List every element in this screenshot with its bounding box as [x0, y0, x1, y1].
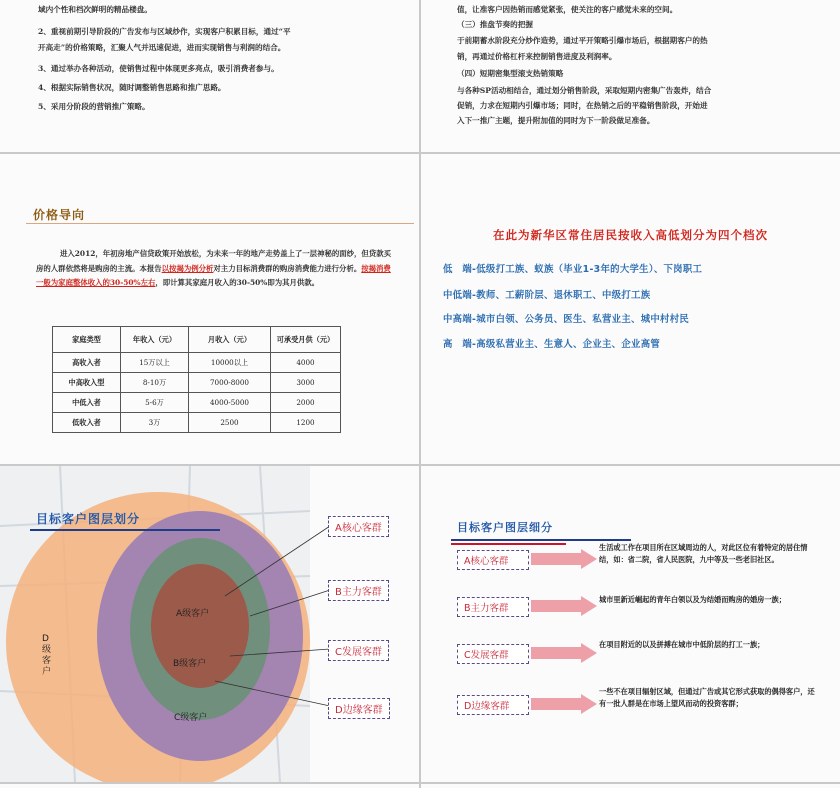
- slide-sales-rhythm[interactable]: [421, 0, 840, 152]
- text-line: 5、采用分阶段的营销推广策略。: [38, 102, 150, 111]
- group-description: 生活或工作在项目所在区域周边的人，对此区位有着特定的居住情结，如：省二院，省人民医院，九中等及一些老旧社区。: [599, 543, 808, 564]
- text-line: 开高走”的价格策略，汇聚人气并迅速促进，进而实现销售与利润的结合。: [38, 43, 286, 52]
- table-cell: 2000: [271, 393, 341, 413]
- text-line: 域内个性和档次鲜明的精品楼盘。: [38, 5, 152, 14]
- slide-income-tiers[interactable]: [421, 154, 840, 464]
- table-header: 家庭类型: [53, 327, 121, 353]
- table-cell: 7000-8000: [189, 373, 271, 393]
- title-accent-bar: [451, 543, 566, 545]
- text-line: 于前期蓄水阶段充分炒作造势，通过平开策略引爆市场后，根据期客户的热: [457, 36, 708, 45]
- table-cell: 1200: [271, 413, 341, 433]
- table-cell: 10000以上: [189, 353, 271, 373]
- table-header: 月收入（元）: [189, 327, 271, 353]
- page-title: 目标客户图层划分: [36, 512, 141, 526]
- develop-group-box: C发展客群: [328, 640, 389, 661]
- table-cell: 15万以上: [121, 353, 189, 373]
- table-cell: 中低入者: [53, 393, 121, 413]
- ring-label-a: A级客户: [176, 609, 210, 619]
- slide-price-orientation[interactable]: [0, 154, 419, 464]
- slide-next-right[interactable]: [421, 784, 840, 788]
- ring-label-d: D级客户: [42, 634, 52, 677]
- slide-customer-layers[interactable]: [0, 466, 419, 782]
- page-title: 价格导向: [33, 208, 86, 222]
- tier-line: 高 端-高级私营业主、生意人、企业主、企业高管: [443, 339, 661, 350]
- main-group-box: B主力客群: [457, 597, 529, 617]
- table-cell: 5-6万: [121, 393, 189, 413]
- table-row: [53, 373, 341, 393]
- table-header-row: [53, 327, 341, 353]
- table-row: [53, 393, 341, 413]
- group-description: 在项目附近的以及拼搏在城市中低阶层的打工一族；: [599, 640, 765, 649]
- table-row: [53, 413, 341, 433]
- tier-line: 中高端-城市白领、公务员、医生、私营业主、城中村村民: [443, 314, 690, 325]
- text-line: 促销，力求在短期内引爆市场；同时，在热销之后的平稳销售阶段，开始进: [457, 101, 708, 110]
- table-cell: 低收入者: [53, 413, 121, 433]
- text-line: 4、根据实际销售状况，随时调整销售思路和推广思路。: [38, 83, 226, 92]
- text-line: 销，再通过价格杠杆来控制销售进度及利润率。: [457, 52, 617, 61]
- page-title: 目标客户图层细分: [457, 521, 553, 534]
- edge-group-box: D边缘客群: [328, 698, 390, 719]
- group-description: 城市里新近崛起的青年白领以及为结婚而购房的婚房一族；: [599, 595, 786, 604]
- page-title: 在此为新华区常住居民按收入高低划分为四个档次: [493, 228, 768, 242]
- table-header: 可承受月供（元）: [271, 327, 341, 353]
- table-cell: 4000: [271, 353, 341, 373]
- arrow-right-icon: [531, 549, 597, 569]
- income-table: [52, 326, 341, 433]
- table-cell: 中高收入型: [53, 373, 121, 393]
- text-line: 2、重视前期引导阶段的广告发布与区域炒作，实现客户积累目标，通过“平: [38, 27, 291, 36]
- body-paragraph: 进入2012，年初房地产信贷政策开始放松，为未来一年的地产走势盖上了一层神秘的面纱，但贷款买房的人群依然将是购房的主流。本报告以按揭为例分析对主力目标消费群的购房消费能力进行分析。按揭消费一般为家庭整体收入的30-50%左右，即计算其家庭月收入的30-50%即为其月供款。: [36, 249, 391, 287]
- table-cell: 3000: [271, 373, 341, 393]
- ring-label-c: C级客户: [174, 713, 208, 723]
- title-bar: [30, 529, 220, 531]
- table-cell: 高收入者: [53, 353, 121, 373]
- text-line: （三）推盘节奏的把握: [457, 20, 533, 29]
- text-line: 3、通过举办各种活动，使销售过程中体现更多亮点，吸引消费者参与。: [38, 64, 279, 73]
- text-line: 入下一推广主题，提升附加值的同时为下一阶段做足准备。: [457, 116, 655, 125]
- arrow-right-icon: [531, 643, 597, 663]
- develop-group-box: C发展客群: [457, 644, 529, 664]
- tier-line: 中低端-教师、工薪阶层、退休职工、中级打工族: [443, 290, 651, 301]
- core-group-box: A核心客群: [328, 516, 389, 537]
- group-description: 一些不在项目辐射区域，但通过广告或其它形式获取的偶得客户，还有一批人群是在市场上望风而动的投资客群；: [599, 687, 815, 708]
- tier-line: 低 端-低级打工族、蚁族（毕业1-3年的大学生）、下岗职工: [443, 264, 703, 275]
- arrow-right-icon: [531, 596, 597, 616]
- table-cell: 2500: [189, 413, 271, 433]
- text-line: 值，让准客户因热销而感觉紧张，使关注的客户感觉未来的空间。: [457, 5, 678, 14]
- text-line: （四）短期密集型滚支热销策略: [457, 69, 564, 78]
- table-row: [53, 353, 341, 373]
- slide-strategy-continued[interactable]: [0, 0, 419, 152]
- core-group-box: A核心客群: [457, 550, 529, 570]
- divider: [26, 223, 414, 224]
- main-group-box: B主力客群: [328, 580, 389, 601]
- slide-customer-subdivision[interactable]: [421, 466, 840, 782]
- slide-next-left[interactable]: [0, 784, 419, 788]
- table-cell: 3万: [121, 413, 189, 433]
- title-bar: [451, 539, 631, 541]
- edge-group-box: D边缘客群: [457, 695, 529, 715]
- ring-a: [151, 564, 249, 688]
- table-cell: 8-10万: [121, 373, 189, 393]
- arrow-right-icon: [531, 694, 597, 714]
- table-cell: 4000-5000: [189, 393, 271, 413]
- table-header: 年收入（元）: [121, 327, 189, 353]
- text-line: 与各种SP活动相结合，通过划分销售阶段，采取短期内密集广告轰炸，结合: [457, 86, 712, 95]
- ring-label-b: B级客户: [173, 659, 207, 669]
